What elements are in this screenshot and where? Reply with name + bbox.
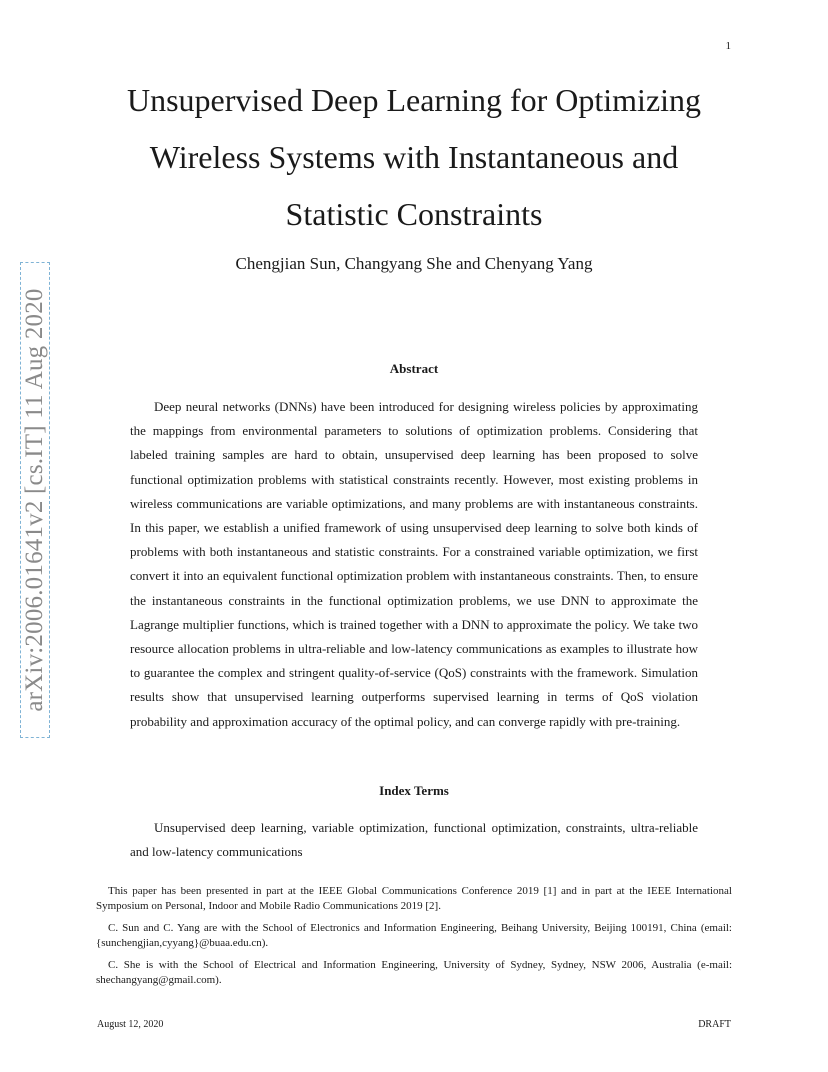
- index-terms-heading: Index Terms: [379, 783, 449, 798]
- arxiv-stamp: [20, 262, 50, 738]
- paper-authors: Chengjian Sun, Changyang She and Chenyang Yang: [235, 254, 593, 273]
- footnotes: [96, 884, 732, 995]
- paper-title: Unsupervised Deep Learning for Optimizing Wireless Systems with Instantaneous and Statistic Constraints: [126, 82, 702, 232]
- footnote-affiliation-beihang: C. Sun and C. Yang are with the School of Electronics and Information Engineering, Beihang University, Beijing 100191, China (email:{sunchengjian,cyyang}@buaa.edu.cn).: [96, 922, 732, 949]
- footer-status: DRAFT: [698, 1019, 731, 1030]
- footnote-conference: This paper has been presented in part at the IEEE Global Communications Conference 2019 [1] and in part at the IEEE International Symposium on Personal, Indoor and Mobile Radio Communications 2019 [2].: [96, 885, 732, 912]
- footer-date: August 12, 2020: [97, 1019, 164, 1030]
- footnote-affiliation-sydney: C. She is with the School of Electrical and Information Engineering, University of Sydney, Sydney, NSW 2006, Australia (e-mail: shechangyang@gmail.com).: [96, 959, 732, 986]
- abstract-heading: Abstract: [389, 361, 439, 376]
- arxiv-stamp-text: arXiv:2006.01641v2 [cs.IT] 11 Aug 2020: [21, 288, 48, 712]
- index-terms-text: Unsupervised deep learning, variable optimization, functional optimization, constraints, ultra-reliable and low-latency communications: [130, 820, 698, 860]
- abstract-text: Deep neural networks (DNNs) have been introduced for designing wireless policies by approximating the mappings from environmental parameters to solutions of optimization problems. Considering that labeled training samples are hard to obtain, unsupervised deep learning has been proposed to solve functional optimization problems with statistical constraints recently. However, most existing problems in wireless communications are variable optimizations, and many problems are with instantaneous constraints. In this paper, we establish a unified framework of using unsupervised deep learning to solve both kinds of problems with both instantaneous and statistic constraints. For a constrained variable optimization, we first convert it into an equivalent functional optimization problem with instantaneous constraints. Then, to ensure the instantaneous constraints in the functional optimization problems, we use DNN to approximate the Lagrange multiplier functions, which is trained together with a DNN to approximate the policy. We take two resource allocation problems in ultra-reliable and low-latency communications as examples to illustrate how to guarantee the complex and stringent quality-of-service (QoS) constraints with the framework. Simulation results show that unsupervised learning outperforms supervised learning in terms of QoS violation probability and approximation accuracy of the optimal policy, and can converge rapidly with pre-training.: [130, 399, 698, 729]
- page-number: 1: [725, 40, 731, 52]
